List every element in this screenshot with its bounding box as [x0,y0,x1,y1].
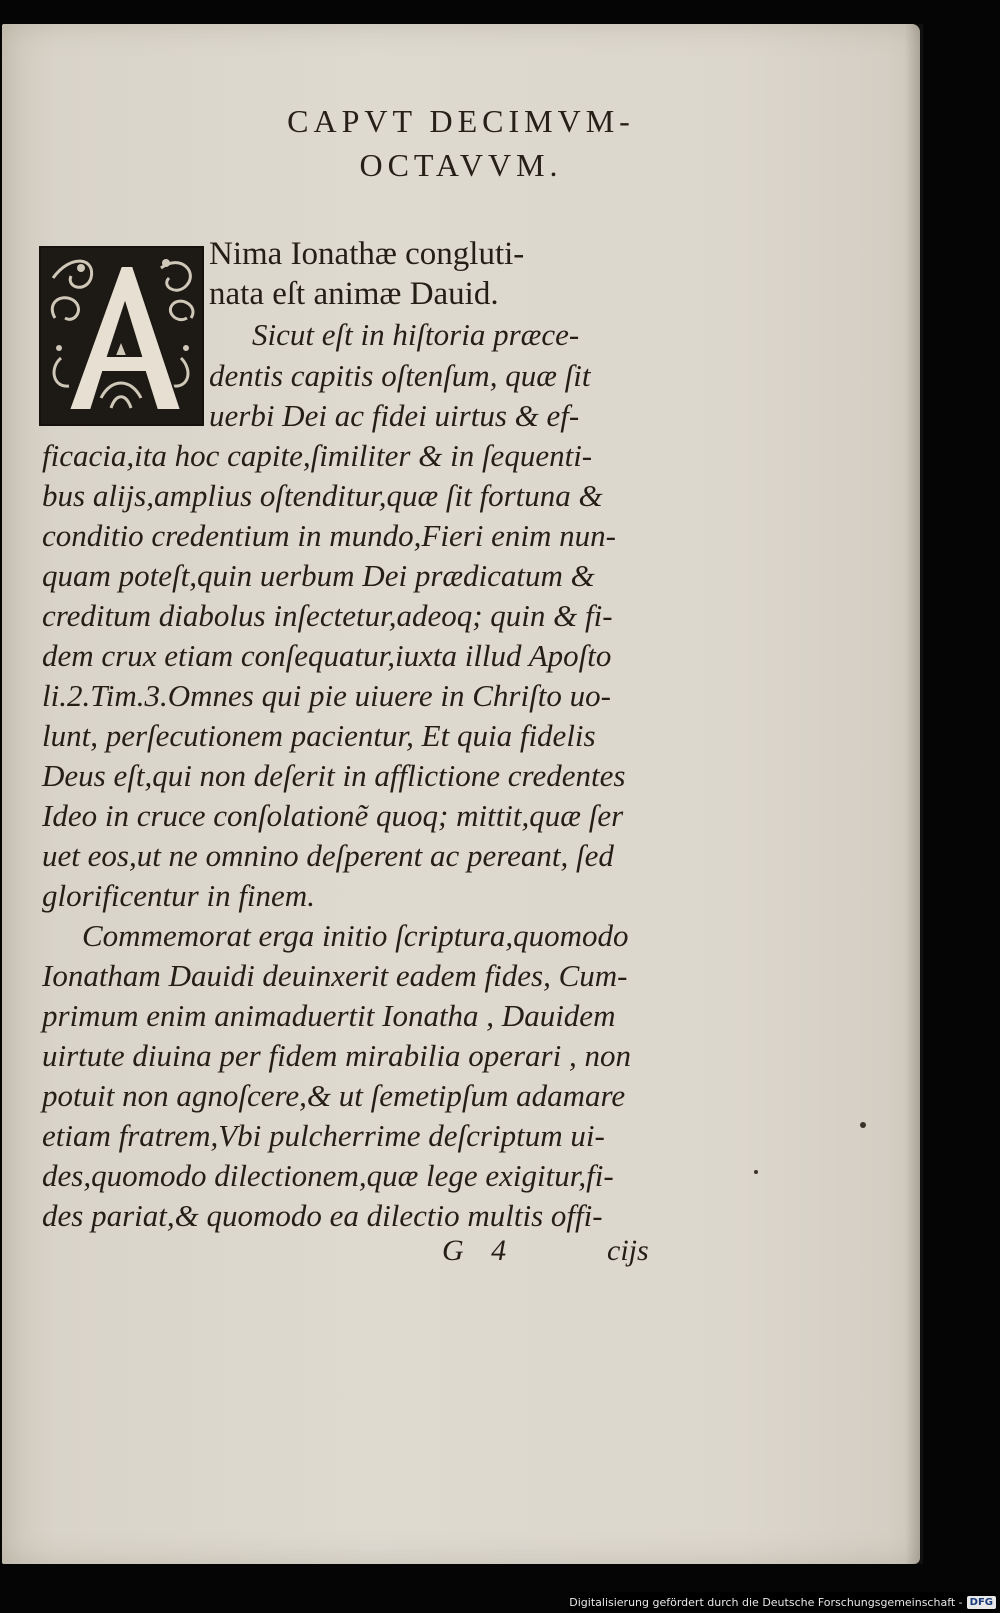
text-line: conditio credentium in mundo,Fieri enim nun- [42,518,616,553]
text-line: Ionatham Dauidi deuinxerit eadem fides, Cum- [42,958,628,993]
text-line: potuit non agnoſcere,& ut ſemetipſum adamare [42,1078,626,1113]
text-line: uirtute diuina per fidem mirabilia operari , non [42,1038,631,1073]
text-line: creditum diabolus inſectetur,adeoq; quin & fi- [42,598,613,633]
text-line: Deus eſt,qui non deſerit in afflictione credentes [42,758,626,793]
initial-letter-text: A [41,248,42,249]
catchword: cijs [607,1234,649,1267]
text-line: uet eos,ut ne omnino deſperent ac pereant, ſed [42,838,614,873]
text-line: Nima Ionathæ congluti- [209,236,525,272]
text-line: des pariat,& quomodo ea dilectio multis offi- [42,1198,603,1233]
text-line: uerbi Dei ac fidei uirtus & ef- [209,398,580,433]
body-text [2,24,920,1564]
text-line: etiam fratrem,Vbi pulcherrime deſcriptum ui- [42,1118,605,1153]
dfg-logo-icon: DFG [967,1596,996,1609]
text-line: dentis capitis oſtenſum, quæ ſit [209,358,591,393]
paper-speck [860,1122,866,1128]
text-line: nata eſt animæ Dauid. [209,276,499,312]
running-title-line-2: OCTAVVM. [359,147,563,183]
text-line: Ideo in cruce conſolationẽ quoq; mittit,quæ ſer [42,798,624,833]
running-title-line-1: CAPVT DECIMVM- [287,103,635,139]
text-line: ficacia,ita hoc capite,ſimiliter & in ſequenti- [42,438,593,473]
book-page [2,24,920,1564]
text-line: lunt, perſecutionem pacientur, Et quia fidelis [42,718,596,753]
digitization-credit [569,1592,996,1612]
text-line: dem crux etiam conſequatur,iuxta illud Apoſto [42,638,612,673]
text-line: glorificentur in finem. [42,878,315,913]
text-line: li.2.Tim.3.Omnes qui pie uiuere in Chriſto uo- [42,678,611,713]
text-line: Commemorat erga initio ſcriptura,quomodo [82,918,629,953]
text-line: bus alijs,amplius oſtenditur,quæ ſit fortuna & [42,478,603,513]
signature-mark: G 4 [442,1234,517,1267]
text-line: Sicut eſt in hiſtoria præce- [252,317,580,352]
paper-speck [754,1170,758,1174]
text-line: quam poteſt,quin uerbum Dei prædicatum & [42,558,595,593]
text-line: primum enim animaduertit Ionatha , Dauidem [42,998,616,1033]
credit-text: Digitalisierung gefördert durch die Deutsche Forschungsgemeinschaft - [569,1595,963,1609]
text-line: des,quomodo dilectionem,quæ lege exigitur,fi- [42,1158,614,1193]
